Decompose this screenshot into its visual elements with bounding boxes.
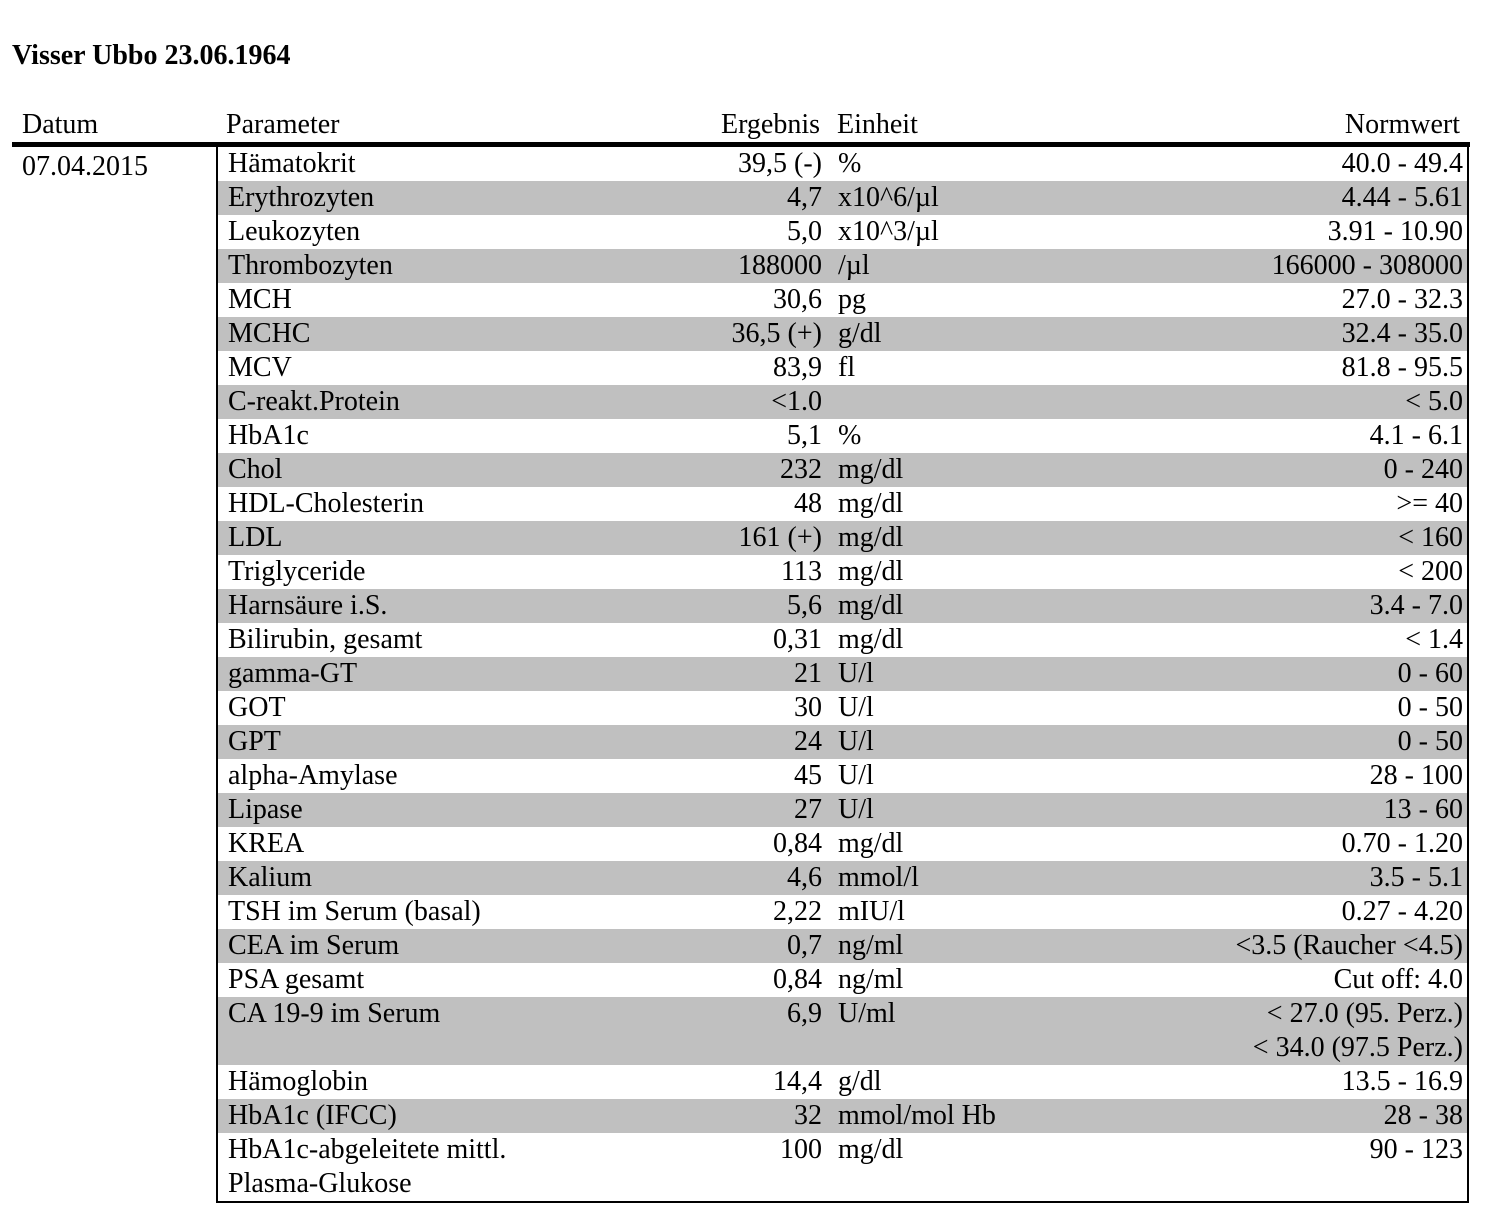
cell-ergebnis: 5,6 [787,590,822,621]
cell-ergebnis: 4,7 [787,182,822,213]
table-row [218,1065,1467,1099]
cell-ergebnis: 30,6 [773,284,822,315]
cell-parameter: GPT [228,726,281,757]
table-row [218,589,1467,623]
cell-einheit: mg/dl [838,488,904,519]
cell-ergebnis: 0,84 [773,964,822,995]
header-einheit: Einheit [837,109,918,140]
table-row [218,657,1467,691]
cell-ergebnis: 0,84 [773,828,822,859]
table-row [218,759,1467,793]
cell-einheit: mg/dl [838,590,904,621]
cell-normwert: Cut off: 4.0 [1333,964,1463,995]
cell-einheit: ng/ml [838,964,904,995]
cell-ergebnis: 100 [780,1134,822,1165]
cell-ergebnis: 161 (+) [738,522,822,553]
cell-parameter: alpha-Amylase [228,760,398,791]
table-row [218,521,1467,555]
cell-parameter: Thrombozyten [228,250,393,281]
cell-ergebnis: 83,9 [773,352,822,383]
cell-ergebnis: 24 [794,726,822,757]
result-date: 07.04.2015 [22,151,148,182]
cell-normwert: 0 - 50 [1397,692,1463,723]
cell-einheit: mmol/l [838,862,919,893]
cell-parameter: GOT [228,692,286,723]
cell-ergebnis: 113 [781,556,822,587]
cell-normwert: 166000 - 308000 [1271,250,1463,281]
cell-parameter: Kalium [228,862,312,893]
cell-normwert: 13 - 60 [1383,794,1463,825]
cell-ergebnis: 39,5 (-) [738,148,822,179]
table-row [218,1099,1467,1133]
cell-parameter: LDL [228,522,283,553]
header-parameter: Parameter [226,109,340,140]
results-table [216,147,1469,1203]
cell-einheit: g/dl [838,1066,882,1097]
cell-normwert: <3.5 (Raucher <4.5) [1235,930,1463,961]
cell-normwert: < 5.0 [1405,386,1463,417]
cell-parameter: MCV [228,352,292,383]
table-row [218,1133,1467,1201]
cell-normwert: 0.27 - 4.20 [1341,896,1463,927]
cell-normwert: < 1.4 [1405,624,1463,655]
cell-ergebnis: 6,9 [787,998,822,1029]
cell-ergebnis: 32 [794,1100,822,1131]
cell-parameter: PSA gesamt [228,964,365,995]
cell-einheit: mg/dl [838,556,904,587]
table-row [218,555,1467,589]
cell-parameter: Hämatokrit [228,148,356,179]
table-row [218,215,1467,249]
table-row [218,181,1467,215]
table-row [218,317,1467,351]
cell-einheit: x10^3/µl [838,216,939,247]
cell-einheit: mmol/mol Hb [838,1100,996,1131]
cell-ergebnis: 188000 [738,250,822,281]
cell-parameter: HbA1c-abgeleitete mittl. Plasma-Glukose [228,1134,507,1199]
cell-parameter: Harnsäure i.S. [228,590,388,621]
cell-ergebnis: 48 [794,488,822,519]
cell-einheit: mg/dl [838,624,904,655]
cell-normwert: 3.91 - 10.90 [1327,216,1463,247]
cell-parameter: Erythrozyten [228,182,375,213]
cell-ergebnis: 5,1 [787,420,822,451]
table-row [218,997,1467,1065]
table-row [218,793,1467,827]
table-row [218,487,1467,521]
cell-parameter: Leukozyten [228,216,361,247]
cell-parameter: CEA im Serum [228,930,400,961]
cell-einheit: /µl [838,250,870,281]
cell-ergebnis: 232 [780,454,822,485]
cell-ergebnis: 2,22 [773,896,822,927]
cell-einheit: mg/dl [838,828,904,859]
cell-parameter: HDL-Cholesterin [228,488,424,519]
cell-normwert: < 160 [1398,522,1463,553]
cell-normwert: < 27.0 (95. Perz.) < 34.0 (97.5 Perz.) [1252,998,1463,1063]
patient-title: Visser Ubbo 23.06.1964 [12,40,291,71]
header-ergebnis: Ergebnis [720,109,820,140]
cell-normwert: 32.4 - 35.0 [1341,318,1463,349]
cell-normwert: 4.44 - 5.61 [1341,182,1463,213]
cell-parameter: MCH [228,284,292,315]
cell-einheit: U/ml [838,998,896,1029]
cell-einheit: % [838,148,862,179]
cell-parameter: MCHC [228,318,311,349]
header-normwert: Normwert [1344,109,1460,140]
cell-ergebnis: 4,6 [787,862,822,893]
cell-parameter: Bilirubin, gesamt [228,624,423,655]
cell-normwert: 0 - 60 [1397,658,1463,689]
cell-einheit: g/dl [838,318,882,349]
cell-ergebnis: 14,4 [773,1066,822,1097]
cell-normwert: 28 - 38 [1383,1100,1463,1131]
cell-normwert: 0 - 240 [1383,454,1463,485]
table-row [218,419,1467,453]
cell-normwert: 90 - 123 [1369,1134,1463,1165]
cell-normwert: 13.5 - 16.9 [1341,1066,1463,1097]
cell-einheit: pg [838,284,866,315]
cell-normwert: 4.1 - 6.1 [1369,420,1463,451]
cell-parameter: HbA1c [228,420,309,451]
cell-einheit: U/l [838,658,874,689]
cell-einheit: mg/dl [838,1134,904,1165]
cell-einheit: U/l [838,726,874,757]
cell-ergebnis: 27 [794,794,822,825]
table-row [218,895,1467,929]
cell-parameter: KREA [228,828,305,859]
cell-einheit: x10^6/µl [838,182,939,213]
cell-einheit: U/l [838,692,874,723]
table-row [218,929,1467,963]
table-row [218,249,1467,283]
table-row [218,861,1467,895]
cell-parameter: Chol [228,454,283,485]
cell-ergebnis: 0,7 [787,930,822,961]
table-row [218,691,1467,725]
cell-normwert: < 200 [1398,556,1463,587]
cell-parameter: Hämoglobin [228,1066,368,1097]
table-row [218,623,1467,657]
cell-ergebnis: 30 [794,692,822,723]
cell-normwert: >= 40 [1396,488,1463,519]
cell-einheit: U/l [838,794,874,825]
cell-einheit: % [838,420,862,451]
cell-ergebnis: 36,5 (+) [731,318,822,349]
cell-normwert: 40.0 - 49.4 [1341,148,1463,179]
cell-normwert: 27.0 - 32.3 [1341,284,1463,315]
cell-ergebnis: 0,31 [773,624,822,655]
table-row [218,147,1467,181]
cell-normwert: 3.4 - 7.0 [1369,590,1463,621]
cell-ergebnis: 21 [794,658,822,689]
header-datum: Datum [22,109,99,140]
cell-normwert: 3.5 - 5.1 [1369,862,1463,893]
cell-einheit: mg/dl [838,454,904,485]
cell-einheit: U/l [838,760,874,791]
table-row [218,385,1467,419]
cell-ergebnis: <1.0 [771,386,822,417]
cell-ergebnis: 5,0 [787,216,822,247]
cell-parameter: TSH im Serum (basal) [228,896,481,927]
cell-normwert: 0 - 50 [1397,726,1463,757]
table-row [218,453,1467,487]
table-row [218,725,1467,759]
cell-normwert: 81.8 - 95.5 [1341,352,1463,383]
table-row [218,351,1467,385]
cell-parameter: Lipase [228,794,303,825]
cell-einheit: mg/dl [838,522,904,553]
cell-normwert: 28 - 100 [1369,760,1463,791]
cell-normwert: 0.70 - 1.20 [1341,828,1463,859]
cell-einheit: mIU/l [838,896,905,927]
table-row [218,963,1467,997]
cell-einheit: fl [838,352,856,383]
table-row [218,283,1467,317]
cell-parameter: CA 19-9 im Serum [228,998,441,1029]
cell-einheit: ng/ml [838,930,904,961]
table-row [218,827,1467,861]
cell-parameter: gamma-GT [228,658,358,689]
cell-ergebnis: 45 [794,760,822,791]
cell-parameter: C-reakt.Protein [228,386,400,417]
cell-parameter: Triglyceride [228,556,366,587]
cell-parameter: HbA1c (IFCC) [228,1100,397,1131]
